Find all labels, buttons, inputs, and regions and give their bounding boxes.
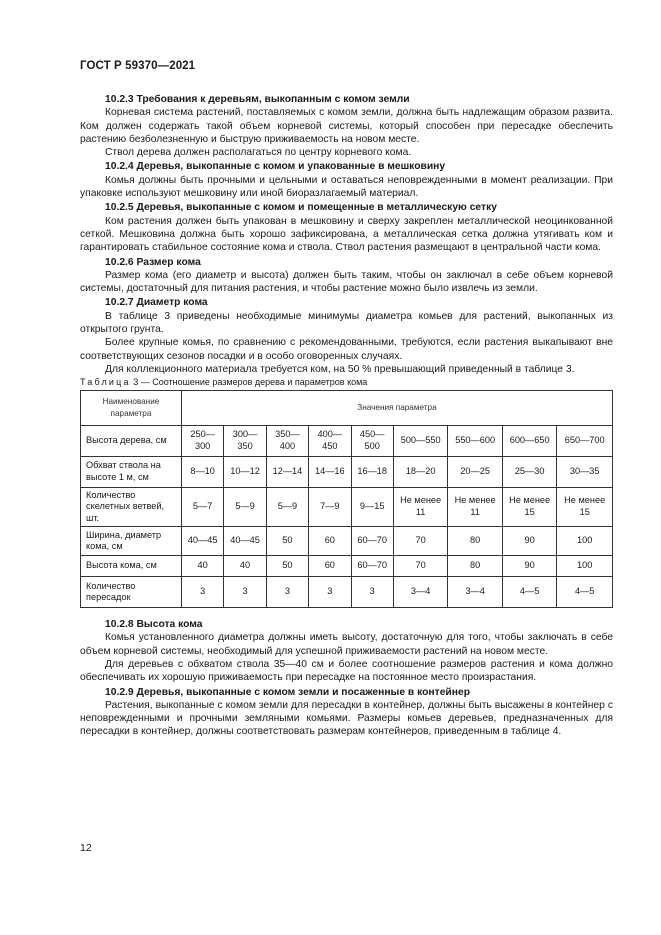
table-cell: 25—30 [502, 456, 557, 487]
table-cell: 3—4 [448, 577, 503, 608]
table-cell: 100 [557, 527, 613, 556]
table-cell: 300—350 [224, 425, 266, 456]
table-cell: 10—12 [224, 456, 266, 487]
paragraph: Корневая система растений, поставляемых с комом земли, должна быть надлежащим образом развита. Ком должен содержать такой объем корневой системы, который способен при пересадке обеспечить растению безболезненную и быструю приживаемость на новом месте. [80, 107, 613, 145]
table-cell: 40—45 [224, 527, 266, 556]
table-cell: 50 [266, 527, 308, 556]
document-header: ГОСТ Р 59370—2021 [80, 60, 196, 72]
table-cell: 7—9 [309, 487, 351, 527]
table-cell: 8—10 [181, 456, 223, 487]
table-cell: 9—15 [351, 487, 393, 527]
paragraph: Растения, выкопанные с комом земли для пересадки в контейнер, должны быть высажены в контейнер с неповрежденными и прочными земляными комьями. Размеры комьев деревьев, предназначенных для пересадки в контейнер, должны соответствовать размерам контейнеров, приведенным в таблице 4. [80, 699, 613, 738]
paragraph: Размер кома (его диаметр и высота) должен быть таким, чтобы он заключал в себе объем корневой системы, достаточный для питания растения, и чтобы растение можно было извлечь из земли. [80, 269, 613, 295]
section-heading: 10.2.4 Деревья, выкопанные с комом и упакованные в мешковину [105, 161, 446, 173]
row-label: Ширина, диаметр кома, см [81, 527, 182, 556]
table-row [81, 527, 613, 556]
section-heading: 10.2.6 Размер кома [105, 256, 201, 268]
paragraph: Ствол дерева должен располагаться по центру корневого кома. [105, 147, 412, 159]
row-label: Количество скелетных ветвей, шт. [81, 487, 182, 527]
table-cell: 250—300 [181, 425, 223, 456]
table-cell: 16—18 [351, 456, 393, 487]
page-content [80, 92, 613, 739]
table-cell: 40 [224, 556, 266, 577]
paragraph: Для коллекционного материала требуется ком, на 50 % превышающий приведенный в таблице 3. [105, 363, 575, 375]
table-cell: 90 [502, 527, 557, 556]
table-row [81, 487, 613, 527]
table-cell: Не менее 11 [448, 487, 503, 527]
table-cell: Не менее 11 [393, 487, 448, 527]
table-row [81, 425, 613, 456]
section-heading: 10.2.3 Требования к деревьям, выкопанным с комом земли [105, 94, 410, 105]
paragraph: Комья установленного диаметра должны иметь высоту, достаточную для того, чтобы заключать в себе объем корневой системы, необходимый для успешной приживаемости растений на новом месте. [80, 632, 613, 657]
section-heading: 10.2.5 Деревья, выкопанные с комом и помещенные в металлическую сетку [105, 202, 497, 214]
table-cell: 80 [448, 527, 503, 556]
table-cell: 40 [181, 556, 223, 577]
paragraph: Для деревьев с обхватом ствола 35—40 см и более соотношение размеров растения и кома должно обеспечивать их хорошую приживаемость при пересадке на постоянное место произрастания. [80, 658, 613, 684]
table-cell: 30—35 [557, 456, 613, 487]
table-cell: 40—45 [181, 527, 223, 556]
table-cell: 450—500 [351, 425, 393, 456]
table-cell: 50 [266, 556, 308, 577]
section-heading: 10.2.8 Высота кома [105, 619, 203, 631]
table-cell: 400—450 [309, 425, 351, 456]
table-cell: 650—700 [557, 425, 613, 456]
table-cell: 3 [309, 577, 351, 608]
table-cell: 14—16 [309, 456, 351, 487]
table-cell: 20—25 [448, 456, 503, 487]
table-cell: 60 [309, 556, 351, 577]
table-cell: Не менее 15 [502, 487, 557, 527]
table-cell: 3—4 [393, 577, 448, 608]
table-cell: 500—550 [393, 425, 448, 456]
table-caption-text: 3 — Соотношение размеров дерева и параметров кома [133, 377, 368, 388]
table-cell: 70 [393, 556, 448, 577]
column-header-values: Значения параметра [181, 390, 612, 425]
column-header-param: Наименование параметра [81, 390, 182, 425]
paragraph: Ком растения должен быть упакован в мешковину и сверху закреплен металлической неоцинкованной сеткой. Мешковина должна быть хорошо зафиксирована, а металлическая сетка должна утягивать ком и гарантировать стабильное состояние кома и ствола. Ствол растения размещают в центральной части кома. [80, 215, 613, 254]
row-label: Высота дерева, см [81, 425, 182, 456]
table-cell: 100 [557, 556, 613, 577]
table-cell: 350—400 [266, 425, 308, 456]
table-cell: 18—20 [393, 456, 448, 487]
row-label: Количество пересадок [81, 577, 182, 608]
table-cell: 90 [502, 556, 557, 577]
table-row [81, 577, 613, 608]
section-heading: 10.2.9 Деревья, выкопанные с комом земли и посаженные в контейнер [105, 686, 470, 698]
table-row [81, 456, 613, 487]
table-cell: 60 [309, 527, 351, 556]
table-cell: 3 [181, 577, 223, 608]
table-header-row [81, 390, 613, 425]
table-caption-label: Таблица [80, 377, 131, 388]
section-heading: 10.2.7 Диаметр кома [105, 297, 208, 309]
table-cell: 5—7 [181, 487, 223, 527]
paragraph: Более крупные комья, по сравнению с рекомендованными, требуются, если растения выкапывают вне соответствующих сезонов посадки и в особо оговоренных случаях. [80, 337, 613, 362]
table-cell: 3 [224, 577, 266, 608]
table-cell: Не менее 15 [557, 487, 613, 527]
table-cell: 4—5 [557, 577, 613, 608]
row-label: Высота кома, см [81, 556, 182, 577]
table-cell: 600—650 [502, 425, 557, 456]
table-cell: 550—600 [448, 425, 503, 456]
table-cell: 3 [351, 577, 393, 608]
row-label: Обхват ствола на высоте 1 м, см [81, 456, 182, 487]
paragraph: В таблице 3 приведены необходимые минимумы диаметра комьев для растений, выкопанных из открытого грунта. [80, 310, 613, 336]
table-caption [80, 376, 613, 389]
tree-root-ball-table [80, 390, 613, 609]
table-cell: 12—14 [266, 456, 308, 487]
table-cell: 60—70 [351, 527, 393, 556]
table-cell: 60—70 [351, 556, 393, 577]
table-cell: 3 [266, 577, 308, 608]
table-cell: 5—9 [224, 487, 266, 527]
table-cell: 4—5 [502, 577, 557, 608]
page-number: 12 [80, 842, 92, 854]
table-cell: 80 [448, 556, 503, 577]
table-row [81, 556, 613, 577]
table-cell: 70 [393, 527, 448, 556]
paragraph: Комья должны быть прочными и цельными и оставаться неповрежденными в момент реализации. При упаковке используют мешковину или иной биоразлагаемый материал. [80, 174, 613, 200]
table-cell: 5—9 [266, 487, 308, 527]
